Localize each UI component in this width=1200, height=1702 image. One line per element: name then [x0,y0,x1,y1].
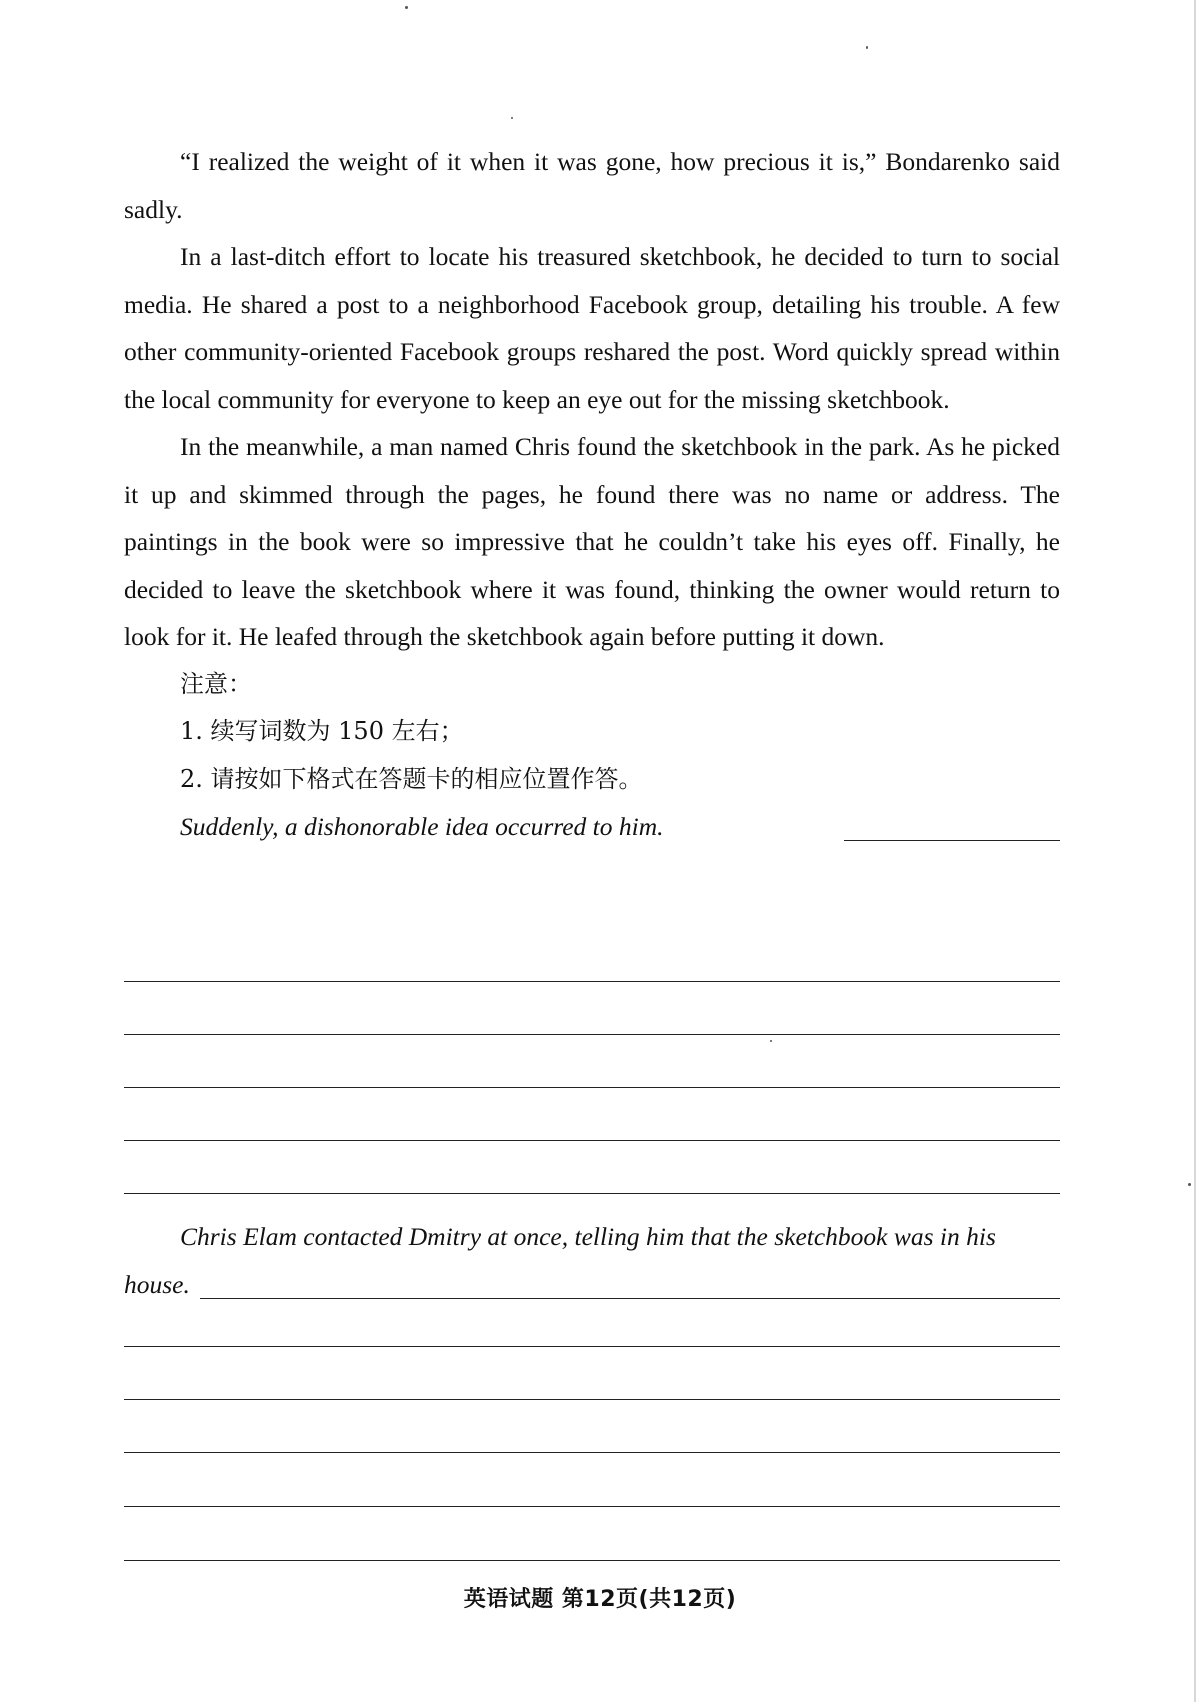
prompt-1-answer-line[interactable] [844,840,1060,841]
note-item-1: 1. 续写词数为 150 左右； [180,717,464,745]
answer-line[interactable] [124,1034,1060,1035]
note-item-2: 2. 请按如下格式在答题卡的相应位置作答。 [180,764,643,793]
prompt-2-answer-line[interactable] [200,1298,1060,1299]
answer-line[interactable] [124,1452,1060,1453]
continuation-prompt-1 [124,803,1060,851]
scan-speck [405,6,408,9]
scan-speck [511,117,513,119]
continuation-prompt-2: Chris Elam contacted Dmitry at once, telling him that the sketchbook was in his [180,1222,996,1251]
answer-line[interactable] [124,1560,1060,1561]
answer-line[interactable] [124,1087,1060,1088]
prompt-1-text: Suddenly, a dishonorable idea occurred to him. [180,812,664,841]
page-footer: 英语试题 第12页(共12页) [463,1587,737,1612]
answer-line[interactable] [124,981,1060,982]
prompt-2-ending: house. [124,1270,190,1299]
scan-speck [770,1040,772,1042]
notes-heading: 注意： [180,669,252,698]
answer-line[interactable] [124,1346,1060,1347]
scan-edge [1194,0,1196,1702]
answer-line[interactable] [124,1399,1060,1400]
scan-speck [866,46,868,49]
scan-speck [1188,1183,1191,1186]
paragraph-3: In the meanwhile, a man named Chris found the sketchbook in the park. As he picked it up and skimmed through the pages, he found there was no name or address. The paintings in the book were so impressive that he couldn’t take his eyes off. Finally, he decided to leave the sketchbook where it was found, thinking the owner would return to look for it. He leafed through the sketchbook again before putting it down. [124,432,1060,651]
answer-line[interactable] [124,1193,1060,1194]
paragraph-2: In a last-ditch effort to locate his treasured sketchbook, he decided to turn to social media. He shared a post to a neighborhood Facebook group, detailing his trouble. A few other community-oriented Facebook groups reshared the post. Word quickly spread within the local community for everyone to keep an eye out for the missing sketchbook. [124,242,1060,414]
paragraph-1: “I realized the weight of it when it was gone, how precious it is,” Bondarenko said sadly. [124,147,1060,224]
answer-line[interactable] [124,1506,1060,1507]
answer-line[interactable] [124,1140,1060,1141]
passage [124,138,1060,851]
